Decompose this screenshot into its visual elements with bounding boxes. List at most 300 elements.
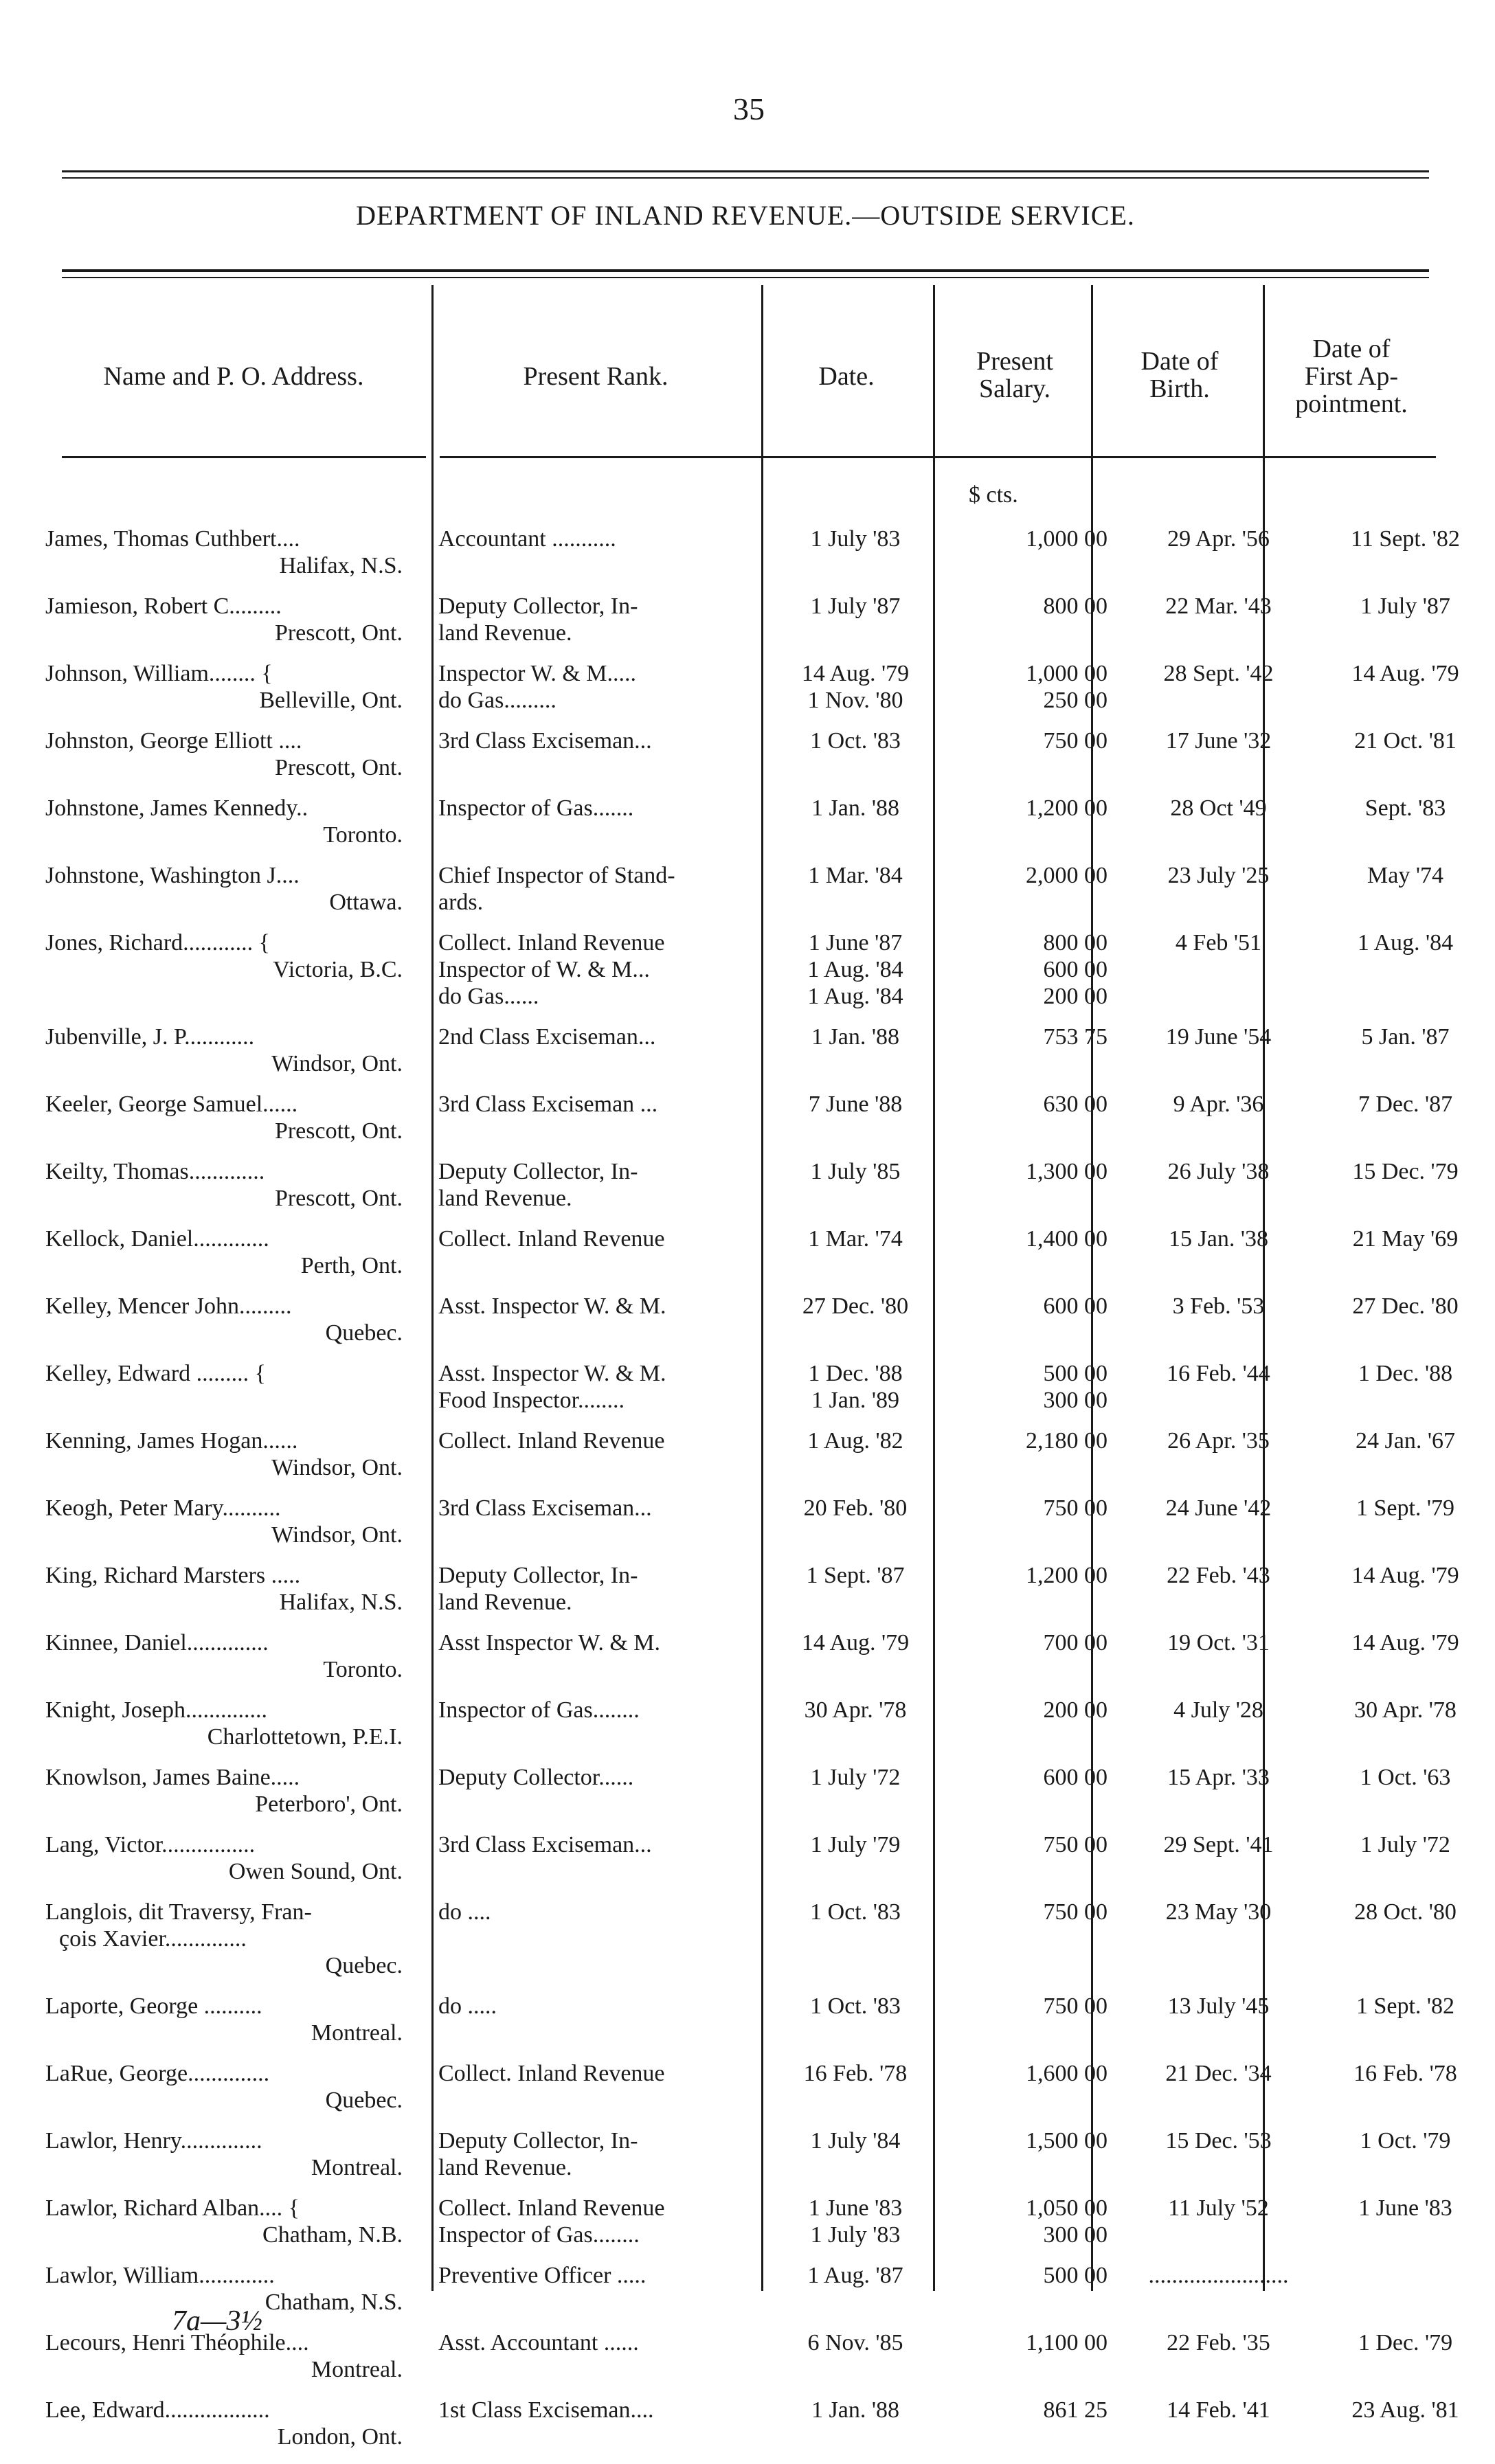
first-appointment-date: 24 Jan. '67 [1356, 1428, 1455, 1454]
rank-date: 1 July '79 [810, 1832, 901, 1857]
first-appointment-cell [1310, 1091, 1495, 1144]
rank-cell [434, 2397, 765, 2450]
present-rank: Asst. Inspector W. & M. [438, 1361, 666, 1386]
employee-name: Johnston, George Elliott .... [45, 728, 302, 754]
present-rank: Deputy Collector, In- [438, 1563, 638, 1588]
row-spacer [41, 1683, 1495, 1697]
date-of-birth: 15 Jan. '38 [1169, 1226, 1268, 1252]
staff-table [41, 525, 1495, 2464]
name-cell [41, 1225, 434, 1279]
header-rank: Present Rank. [523, 362, 668, 391]
present-rank: Inspector W. & M..... [438, 661, 637, 686]
employee-name: Laporte, George .......... [45, 1993, 262, 2019]
first-appointment-date: Sept. '83 [1364, 795, 1446, 821]
header-first-appointment [1266, 335, 1437, 418]
date-cell [765, 1225, 945, 1279]
employee-name: Kinnee, Daniel.............. [45, 1630, 269, 1655]
birth-cell [1127, 1360, 1310, 1414]
first-appointment-date: 1 Dec. '79 [1358, 2330, 1453, 2355]
name-cell [41, 525, 434, 579]
rank-cell [434, 727, 765, 781]
salary-cell [945, 727, 1127, 781]
row-spacer-cell [41, 2114, 1495, 2127]
date-cell [765, 862, 945, 916]
date-cell [765, 1764, 945, 1818]
present-salary: 500 00 [1043, 1361, 1108, 1386]
employee-name: Langlois, dit Traversy, Fran- [45, 1899, 312, 1925]
row-spacer [41, 1077, 1495, 1091]
date-of-birth: 23 July '25 [1167, 863, 1270, 888]
salary-cell [945, 1360, 1127, 1414]
employee-name: Lecours, Henri Théophile.... [45, 2330, 309, 2355]
birth-cell [1127, 2060, 1310, 2114]
salary-cell [945, 1427, 1127, 1481]
post-office-address: Chatham, N.S. [265, 2290, 403, 2315]
rank-cell [434, 1158, 765, 1212]
first-appointment-cell [1310, 1293, 1495, 1346]
present-salary: 300 00 [1043, 2222, 1108, 2248]
salary-cell [945, 1629, 1127, 1683]
rank-date: 1 Aug. '84 [807, 984, 903, 1009]
salary-cell [945, 862, 1127, 916]
first-appointment-cell [1310, 2127, 1495, 2181]
row-spacer [41, 1750, 1495, 1764]
post-office-address: Halifax, N.S. [279, 1590, 403, 1615]
present-salary: 2,180 00 [1026, 1428, 1108, 1454]
date-cell [765, 1629, 945, 1683]
present-salary: 2,000 00 [1026, 863, 1108, 888]
salary-unit: $ cts. [969, 482, 1018, 508]
rank-cell [434, 1697, 765, 1750]
name-cell [41, 1697, 434, 1750]
first-appointment-cell [1310, 1629, 1495, 1683]
first-appointment-date: 14 Aug. '79 [1351, 1630, 1459, 1655]
rank-date: 1 Jan. '88 [811, 795, 899, 821]
rank-cell [434, 2060, 765, 2114]
first-appointment-date: 1 Sept. '79 [1356, 1495, 1455, 1521]
date-of-birth: 15 Apr. '33 [1167, 1765, 1270, 1790]
table-row [41, 1562, 1495, 1616]
rank-date: 1 Sept. '87 [806, 1563, 905, 1588]
present-salary: 600 00 [1043, 957, 1108, 982]
first-appointment-cell [1310, 2060, 1495, 2114]
first-appointment-cell [1310, 1764, 1495, 1818]
rank-cell [434, 525, 765, 579]
salary-cell [945, 1993, 1127, 2046]
employee-name: Johnstone, Washington J.... [45, 863, 300, 888]
rank-date: 30 Apr. '78 [804, 1697, 907, 1723]
first-appointment-cell [1310, 1024, 1495, 1077]
date-of-birth: 28 Sept. '42 [1163, 661, 1274, 686]
present-salary: 200 00 [1043, 1697, 1108, 1723]
row-spacer-cell [41, 2248, 1495, 2262]
first-appointment-date: 30 Apr. '78 [1354, 1697, 1457, 1723]
row-spacer-cell [41, 646, 1495, 660]
date-cell [765, 525, 945, 579]
salary-cell [945, 1024, 1127, 1077]
header-date: Date. [818, 362, 875, 391]
date-of-birth: 14 Feb. '41 [1167, 2397, 1270, 2423]
present-salary: 700 00 [1043, 1630, 1108, 1655]
present-salary: 630 00 [1043, 1092, 1108, 1117]
row-spacer [41, 2383, 1495, 2397]
rank-cell [434, 862, 765, 916]
date-cell [765, 2060, 945, 2114]
row-spacer-cell [41, 2383, 1495, 2397]
row-spacer [41, 714, 1495, 727]
rank-date: 16 Feb. '78 [803, 2061, 908, 2086]
first-appointment-cell [1310, 1158, 1495, 1212]
row-spacer-cell [41, 2046, 1495, 2060]
employee-name: Lee, Edward.................. [45, 2397, 270, 2423]
rank-cell [434, 2195, 765, 2248]
post-office-address: Halifax, N.S. [279, 553, 403, 578]
rank-cell [434, 1562, 765, 1616]
header-salary [936, 348, 1094, 403]
present-salary: 1,600 00 [1026, 2061, 1108, 2086]
date-of-birth: 21 Dec. '34 [1165, 2061, 1272, 2086]
header-rule-thin [62, 277, 1429, 278]
table-row [41, 795, 1495, 848]
table-row [41, 1697, 1495, 1750]
date-cell [765, 660, 945, 714]
rank-date: 1 Jan. '89 [811, 1388, 899, 1413]
salary-cell [945, 660, 1127, 714]
rank-date: 1 Mar. '74 [808, 1226, 903, 1252]
present-rank: Food Inspector........ [438, 1388, 625, 1413]
row-spacer-cell [41, 1346, 1495, 1360]
header-underline-rest [440, 456, 1436, 458]
date-of-birth: 24 June '42 [1165, 1495, 1272, 1521]
date-of-birth: 26 July '38 [1167, 1159, 1270, 1184]
rank-date: 1 July '84 [810, 2128, 901, 2154]
post-office-address: Belleville, Ont. [259, 688, 403, 713]
row-spacer [41, 1548, 1495, 1562]
name-cell [41, 929, 434, 1010]
employee-name: Lang, Victor................ [45, 1832, 256, 1857]
present-rank: 3rd Class Exciseman... [438, 1832, 652, 1857]
row-spacer [41, 1212, 1495, 1225]
salary-cell [945, 795, 1127, 848]
employee-name: Lawlor, William............. [45, 2263, 275, 2288]
rank-cell [434, 1225, 765, 1279]
first-appointment-cell [1310, 1697, 1495, 1750]
first-appointment-date: 21 May '69 [1352, 1226, 1459, 1252]
date-of-birth: 17 June '32 [1165, 728, 1272, 754]
salary-cell [945, 1697, 1127, 1750]
rank-date: 1 June '83 [808, 2195, 903, 2221]
salary-cell [945, 593, 1127, 646]
table-row [41, 1831, 1495, 1885]
table-row [41, 660, 1495, 714]
rank-date: 1 Oct. '83 [810, 728, 901, 754]
date-cell [765, 1091, 945, 1144]
post-office-address: Montreal. [311, 2155, 403, 2180]
first-appointment-date: 1 Aug. '84 [1357, 930, 1454, 956]
date-cell [765, 1293, 945, 1346]
row-spacer-cell [41, 1279, 1495, 1293]
date-cell [765, 2127, 945, 2181]
date-of-birth: 29 Apr. '56 [1167, 526, 1270, 552]
date-of-birth: 26 Apr. '35 [1167, 1428, 1270, 1454]
employee-name: King, Richard Marsters ..... [45, 1563, 301, 1588]
present-rank: Chief Inspector of Stand- [438, 863, 675, 888]
present-rank: land Revenue. [438, 1590, 572, 1615]
birth-cell [1127, 593, 1310, 646]
birth-cell [1127, 1225, 1310, 1279]
date-of-birth: 19 June '54 [1165, 1024, 1272, 1050]
first-appointment-date: 1 Oct. '63 [1360, 1765, 1451, 1790]
row-spacer-cell [41, 1616, 1495, 1629]
post-office-address: London, Ont. [277, 2424, 403, 2450]
table-row [41, 1629, 1495, 1683]
top-rule [62, 170, 1429, 172]
first-appointment-cell [1310, 2195, 1495, 2248]
name-cell [41, 1293, 434, 1346]
table-row [41, 1158, 1495, 1212]
present-rank: Inspector of W. & M... [438, 957, 650, 982]
employee-name: Keeler, George Samuel...... [45, 1092, 298, 1117]
name-cell [41, 2397, 434, 2450]
name-cell [41, 660, 434, 714]
row-spacer-cell [41, 1683, 1495, 1697]
name-cell [41, 1091, 434, 1144]
header-name: Name and P. O. Address. [103, 362, 364, 391]
present-rank: Accountant ........... [438, 526, 616, 552]
row-spacer-cell [41, 2181, 1495, 2195]
row-spacer-cell [41, 781, 1495, 795]
date-of-birth: 22 Feb. '43 [1167, 1563, 1270, 1588]
salary-cell [945, 2329, 1127, 2383]
rank-date: 1 Mar. '84 [808, 863, 903, 888]
date-cell [765, 1427, 945, 1481]
row-spacer-cell [41, 1885, 1495, 1899]
date-of-birth: 11 July '52 [1168, 2195, 1269, 2221]
present-salary: 750 00 [1043, 1832, 1108, 1857]
present-rank: land Revenue. [438, 1186, 572, 1211]
rank-cell [434, 1629, 765, 1683]
present-rank: Deputy Collector, In- [438, 2128, 638, 2154]
employee-name: Johnson, William........ { [45, 661, 273, 686]
first-appointment-date: 21 Oct. '81 [1354, 728, 1457, 754]
salary-cell [945, 1293, 1127, 1346]
date-of-birth: 22 Feb. '35 [1167, 2330, 1270, 2355]
present-salary: 1,000 00 [1026, 526, 1108, 552]
table-row [41, 1225, 1495, 1279]
birth-cell [1127, 2262, 1310, 2316]
post-office-address: Toronto. [323, 1657, 403, 1682]
rank-cell [434, 1360, 765, 1414]
birth-cell [1127, 1091, 1310, 1144]
salary-cell [945, 1495, 1127, 1548]
post-office-address: Prescott, Ont. [274, 755, 403, 780]
salary-cell [945, 2195, 1127, 2248]
first-appointment-date: 1 Oct. '79 [1360, 2128, 1451, 2154]
present-rank: Asst. Inspector W. & M. [438, 1293, 666, 1319]
present-salary: 500 00 [1043, 2263, 1108, 2288]
present-rank: ards. [438, 890, 484, 915]
name-cell [41, 1495, 434, 1548]
name-cell [41, 727, 434, 781]
top-rule-thin [62, 177, 1429, 179]
birth-cell [1127, 1495, 1310, 1548]
table-row [41, 525, 1495, 579]
rank-date: 1 Aug. '87 [807, 2263, 903, 2288]
present-rank: Collect. Inland Revenue [438, 1226, 665, 1252]
present-rank: Preventive Officer ..... [438, 2263, 647, 2288]
name-cell [41, 1629, 434, 1683]
header-first-line3: pointment. [1295, 389, 1408, 418]
row-spacer [41, 1010, 1495, 1024]
header-birth [1094, 348, 1266, 403]
present-salary: 750 00 [1043, 728, 1108, 754]
row-spacer-cell [41, 848, 1495, 862]
first-appointment-date: 1 Dec. '88 [1358, 1361, 1453, 1386]
date-of-birth: 16 Feb. '44 [1167, 1361, 1270, 1386]
employee-name: Lawlor, Henry.............. [45, 2128, 262, 2154]
date-of-birth: 9 Apr. '36 [1173, 1092, 1264, 1117]
rank-date: 20 Feb. '80 [803, 1495, 908, 1521]
salary-cell [945, 2397, 1127, 2450]
row-spacer [41, 1885, 1495, 1899]
present-salary: 750 00 [1043, 1993, 1108, 2019]
present-salary: 1,200 00 [1026, 1563, 1108, 1588]
employee-name: Knight, Joseph.............. [45, 1697, 267, 1723]
rank-date: 1 July '83 [810, 2222, 901, 2248]
birth-cell [1127, 525, 1310, 579]
table-row [41, 2195, 1495, 2248]
employee-name: Kelley, Edward ......... { [45, 1361, 266, 1386]
name-cell [41, 1899, 434, 1979]
date-of-birth: 28 Oct '49 [1170, 795, 1267, 821]
name-cell [41, 2195, 434, 2248]
present-rank: do ..... [438, 1993, 497, 2019]
rank-cell [434, 1764, 765, 1818]
first-appointment-cell [1310, 525, 1495, 579]
present-salary: 800 00 [1043, 594, 1108, 619]
name-cell [41, 1831, 434, 1885]
footer-signature: 7a—3½ [172, 2305, 262, 2337]
present-salary: 750 00 [1043, 1495, 1108, 1521]
present-rank: do Gas......... [438, 688, 557, 713]
first-appointment-cell [1310, 1899, 1495, 1979]
rank-cell [434, 1091, 765, 1144]
first-appointment-date: 1 July '72 [1360, 1832, 1450, 1857]
birth-cell [1127, 1562, 1310, 1616]
salary-cell [945, 1764, 1127, 1818]
birth-cell [1127, 862, 1310, 916]
birth-cell [1127, 2329, 1310, 2383]
present-salary: 200 00 [1043, 984, 1108, 1009]
post-office-address: Quebec. [325, 2088, 403, 2113]
header-first-line1: Date of [1312, 335, 1391, 363]
post-office-address: Quebec. [325, 1953, 403, 1978]
table-row [41, 2127, 1495, 2181]
name-cell [41, 795, 434, 848]
present-rank: 3rd Class Exciseman ... [438, 1092, 658, 1117]
row-spacer [41, 1818, 1495, 1831]
name-cell [41, 1427, 434, 1481]
employee-name: Keogh, Peter Mary.......... [45, 1495, 281, 1521]
salary-cell [945, 1158, 1127, 1212]
salary-cell [945, 1091, 1127, 1144]
post-office-address: Peterboro', Ont. [255, 1792, 403, 1817]
rank-date: 1 Dec. '88 [808, 1361, 903, 1386]
row-spacer [41, 1979, 1495, 1993]
date-cell [765, 2397, 945, 2450]
present-rank: Collect. Inland Revenue [438, 1428, 665, 1454]
row-spacer [41, 1481, 1495, 1495]
date-cell [765, 727, 945, 781]
row-spacer-cell [41, 1548, 1495, 1562]
rank-date: 14 Aug. '79 [801, 661, 910, 686]
table-row [41, 2397, 1495, 2450]
rank-date: 14 Aug. '79 [801, 1630, 910, 1655]
first-appointment-date: 23 Aug. '81 [1351, 2397, 1459, 2423]
table-row [41, 1899, 1495, 1979]
present-rank: Inspector of Gas........ [438, 2222, 640, 2248]
present-rank: Collect. Inland Revenue [438, 2061, 665, 2086]
date-of-birth: 4 Feb '51 [1175, 930, 1262, 956]
first-appointment-date: 16 Feb. '78 [1353, 2061, 1457, 2086]
birth-cell [1127, 2127, 1310, 2181]
birth-cell [1127, 1024, 1310, 1077]
name-cell [41, 593, 434, 646]
row-spacer [41, 848, 1495, 862]
post-office-address: Prescott, Ont. [274, 620, 403, 646]
rank-date: 7 June '88 [808, 1092, 903, 1117]
birth-cell [1127, 929, 1310, 1010]
present-rank: Inspector of Gas........ [438, 1697, 640, 1723]
table-row [41, 727, 1495, 781]
first-appointment-date: 1 Sept. '82 [1356, 1993, 1455, 2019]
first-appointment-date: May '74 [1367, 863, 1443, 888]
post-office-address: Montreal. [311, 2357, 403, 2382]
present-rank: Deputy Collector...... [438, 1765, 634, 1790]
row-spacer-cell [41, 579, 1495, 593]
salary-cell [945, 1225, 1127, 1279]
first-appointment-date: 15 Dec. '79 [1352, 1159, 1459, 1184]
present-salary: 300 00 [1043, 1388, 1108, 1413]
birth-cell [1127, 795, 1310, 848]
date-of-birth: 22 Mar. '43 [1165, 594, 1272, 619]
present-salary: 600 00 [1043, 1293, 1108, 1319]
rank-date: 1 June '87 [808, 930, 903, 956]
rank-cell [434, 1024, 765, 1077]
row-spacer-cell [41, 1979, 1495, 1993]
post-office-address: Quebec. [325, 1320, 403, 1346]
first-appointment-cell [1310, 1427, 1495, 1481]
first-appointment-cell [1310, 2262, 1495, 2316]
present-salary: 1,200 00 [1026, 795, 1108, 821]
date-cell [765, 1993, 945, 2046]
table-row [41, 1293, 1495, 1346]
date-cell [765, 1697, 945, 1750]
header-salary-line2: Salary. [978, 374, 1051, 403]
first-appointment-cell [1310, 1495, 1495, 1548]
header-salary-line1: Present [976, 347, 1053, 376]
present-rank: land Revenue. [438, 2155, 572, 2180]
present-salary: 1,100 00 [1026, 2330, 1108, 2355]
post-office-address: Perth, Ont. [300, 1253, 403, 1278]
rank-cell [434, 2127, 765, 2181]
header-first-line2: First Ap- [1304, 362, 1399, 391]
date-cell [765, 2262, 945, 2316]
rank-date: 1 July '83 [810, 526, 901, 552]
present-salary: 250 00 [1043, 688, 1108, 713]
birth-cell [1127, 1764, 1310, 1818]
first-appointment-cell [1310, 660, 1495, 714]
